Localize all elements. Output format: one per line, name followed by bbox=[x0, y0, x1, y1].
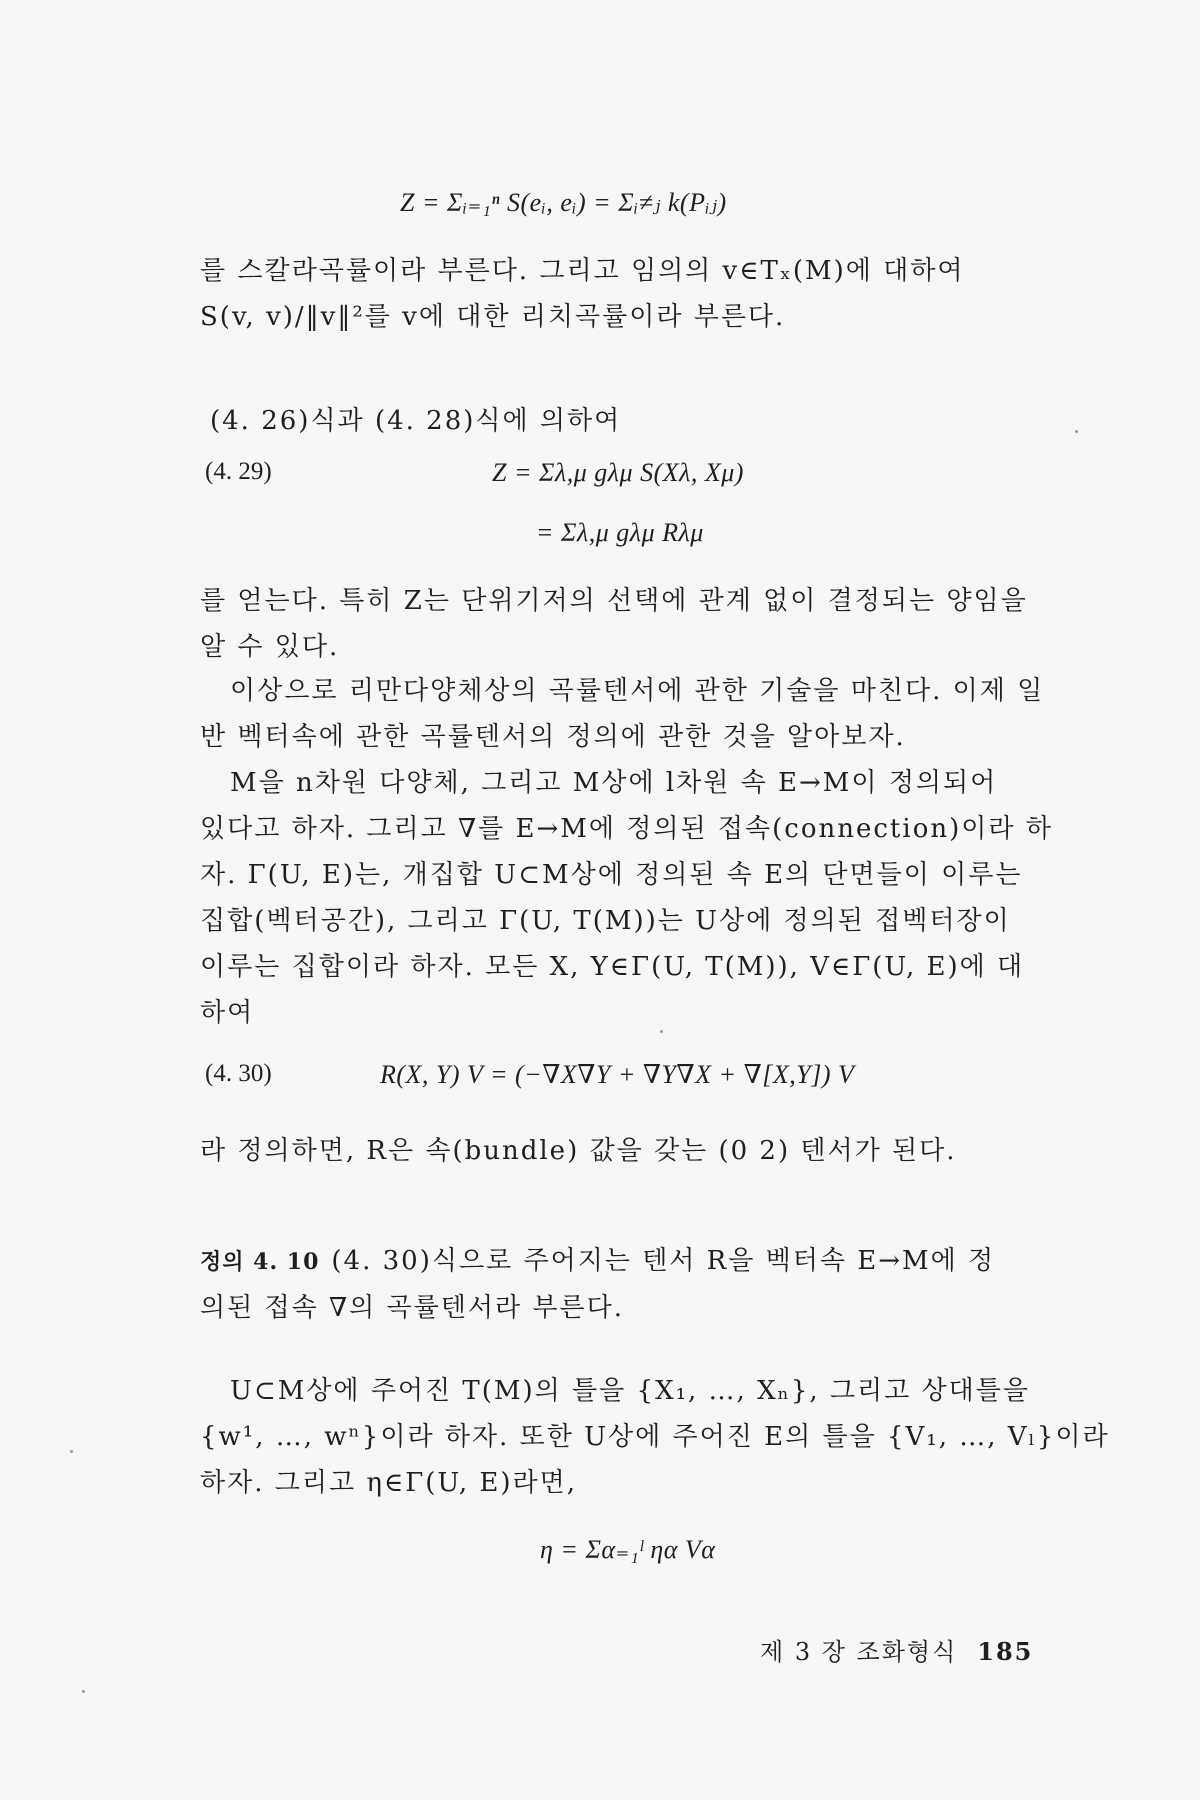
text-line: 이루는 집합이라 하자. 모든 X, Y∈Γ(U, T(M)), V∈Γ(U, E)에 대 bbox=[200, 952, 1025, 982]
text-line: 하여 bbox=[200, 998, 255, 1028]
text-line: M을 n차원 다양체, 그리고 M상에 l차원 속 E→M이 정의되어 bbox=[230, 768, 998, 798]
text-line: (4. 26)식과 (4. 28)식에 의하여 bbox=[210, 406, 622, 436]
paragraph-by-equations bbox=[210, 398, 1090, 444]
equation-number-4-30: (4. 30) bbox=[205, 1060, 272, 1087]
equation-scalar-curvature: Z = Σᵢ₌₁ⁿ S(eᵢ, eᵢ) = Σᵢ≠ⱼ k(Pᵢⱼ) bbox=[400, 188, 727, 217]
equation-eta: η = Σα₌₁ˡ ηα Vα bbox=[540, 1535, 716, 1564]
text-line: 알 수 있다. bbox=[200, 632, 340, 662]
equation-number-4-29: (4. 29) bbox=[205, 458, 272, 485]
chapter-title: 제 3 장 조화형식 bbox=[760, 1638, 958, 1666]
page-number: 185 bbox=[977, 1637, 1034, 1666]
text-line: {w¹, …, wⁿ}이라 하자. 또한 U상에 주어진 E의 틀을 {V₁, …, Vₗ}이라 bbox=[200, 1422, 1110, 1452]
scan-speck bbox=[82, 1690, 85, 1693]
paragraph-scalar-curvature bbox=[200, 248, 1080, 340]
definition-text: (4. 30)식으로 주어지는 텐서 R을 벡터속 E→M에 정 bbox=[331, 1246, 996, 1276]
text-line: 를 얻는다. 특히 Z는 단위기저의 선택에 관계 없이 결정되는 양임을 bbox=[200, 586, 1028, 616]
text-line: 집합(벡터공간), 그리고 Γ(U, T(M))는 U상에 정의된 접벡터장이 bbox=[200, 906, 1011, 936]
paragraph-frames bbox=[200, 1368, 1110, 1506]
scan-speck bbox=[70, 1450, 73, 1453]
paragraph-tensor-definition bbox=[200, 1128, 1080, 1174]
equation-4-29-line1: Z = Σλ,μ gλμ S(Xλ, Xμ) bbox=[492, 458, 744, 487]
definition-4-10 bbox=[200, 1238, 1080, 1331]
text-line: 반 벡터속에 관한 곡률텐서의 정의에 관한 것을 알아보자. bbox=[200, 722, 906, 752]
equation-4-29-line2: = Σλ,μ gλμ Rλμ bbox=[536, 518, 704, 547]
text-line: 를 스칼라곡률이라 부른다. 그리고 임의의 v∈Tₓ(M)에 대하여 bbox=[200, 256, 965, 286]
text-line: 있다고 하자. 그리고 ∇를 E→M에 정의된 접속(connection)이라 하 bbox=[200, 814, 1053, 844]
scan-speck bbox=[1075, 430, 1078, 433]
paragraph-vector-bundle bbox=[200, 668, 1080, 1036]
definition-label: 정의 4. 10 bbox=[200, 1249, 320, 1275]
text-line: 하자. 그리고 η∈Γ(U, E)라면, bbox=[200, 1468, 578, 1498]
text-line: 이상으로 리만다양체상의 곡률텐서에 관한 기술을 마친다. 이제 일 bbox=[230, 676, 1045, 706]
text-line: S(v, v)/‖v‖²를 v에 대한 리치곡률이라 부른다. bbox=[200, 302, 786, 332]
text-line: 라 정의하면, R은 속(bundle) 값을 갖는 (0 2) 텐서가 된다. bbox=[200, 1136, 957, 1166]
text-line: 의된 접속 ∇의 곡률텐서라 부른다. bbox=[200, 1293, 624, 1323]
scan-speck bbox=[660, 1030, 663, 1033]
text-line: 자. Γ(U, E)는, 개집합 U⊂M상에 정의된 속 E의 단면들이 이루는 bbox=[200, 860, 1023, 890]
page-footer bbox=[760, 1632, 1033, 1667]
equation-4-30: R(X, Y) V = (−∇X∇Y + ∇Y∇X + ∇[X,Y]) V bbox=[380, 1060, 855, 1089]
text-line: U⊂M상에 주어진 T(M)의 틀을 {X₁, …, Xₙ}, 그리고 상대틀을 bbox=[230, 1376, 1030, 1406]
paragraph-obtain-z bbox=[200, 578, 1080, 670]
